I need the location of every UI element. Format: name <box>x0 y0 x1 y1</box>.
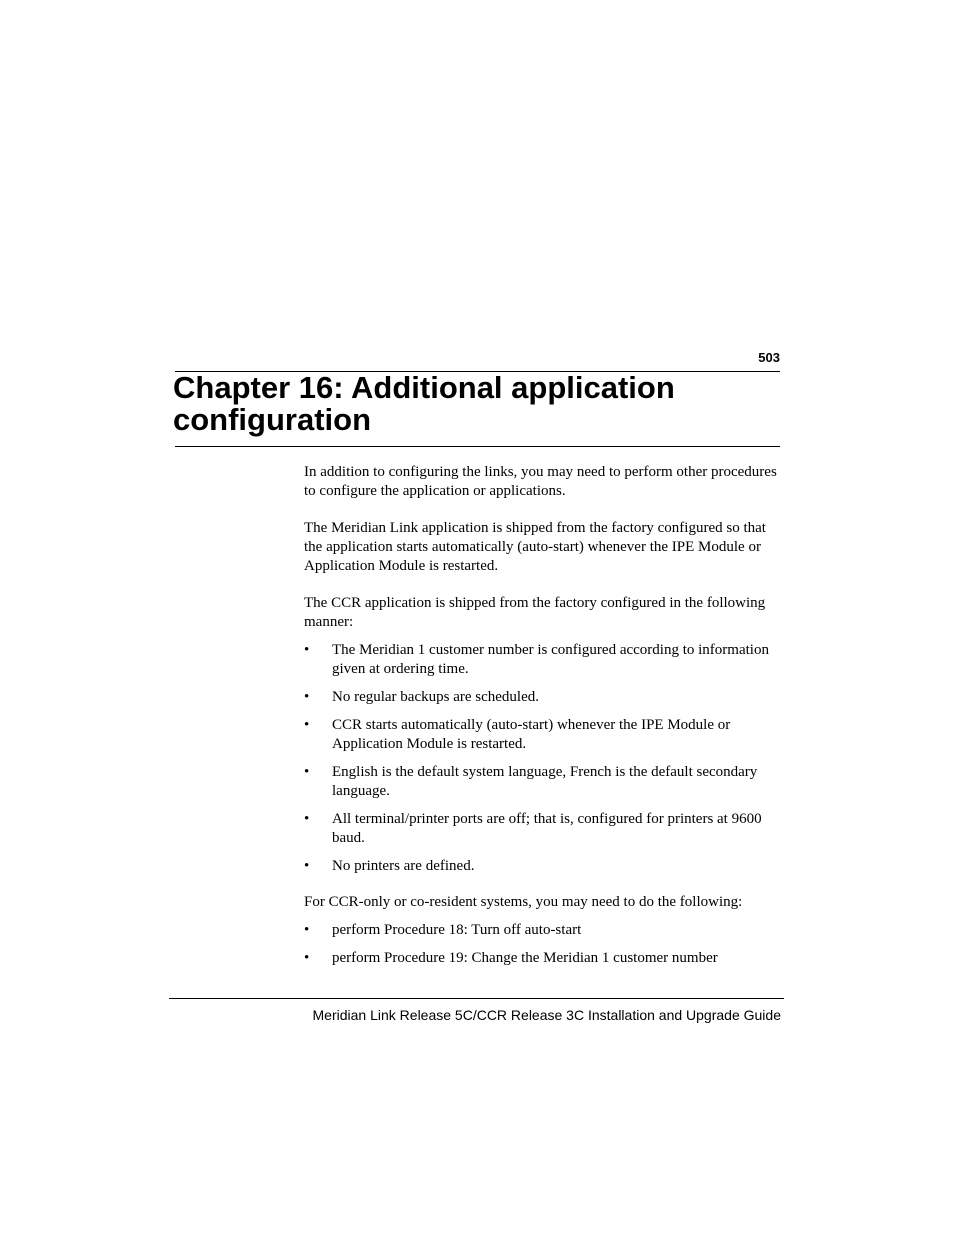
footer-rule <box>169 998 784 999</box>
list-item <box>304 641 786 679</box>
bullet: • <box>304 858 310 874</box>
list-item <box>304 857 786 876</box>
list-item-text: perform Procedure 18: Turn off auto-start <box>332 922 582 938</box>
list-item <box>304 949 786 968</box>
list-item <box>304 688 786 707</box>
bullet: • <box>304 922 310 938</box>
list-item-text: All terminal/printer ports are off; that is, configured for printers at 9600 baud. <box>332 811 762 846</box>
page-number: 503 <box>758 350 780 365</box>
list-item <box>304 716 786 754</box>
list-item-text: The Meridian 1 customer number is configured according to information given at ordering time. <box>332 642 769 677</box>
intro-paragraph: In addition to configuring the links, you may need to perform other procedures to configure the application or applications. <box>304 464 777 499</box>
list-item <box>304 763 786 801</box>
list-item-text: No printers are defined. <box>332 858 475 874</box>
body-content <box>304 463 786 985</box>
bullet: • <box>304 642 310 658</box>
list-item-text: English is the default system language, French is the default secondary language. <box>332 764 758 799</box>
list-item <box>304 921 786 940</box>
co-resident-paragraph: For CCR-only or co-resident systems, you may need to do the following: <box>304 894 743 910</box>
bullet: • <box>304 950 310 966</box>
title-rule <box>175 446 780 447</box>
list-item <box>304 810 786 848</box>
procedure-list <box>304 921 786 968</box>
ccr-defaults-list <box>304 641 786 876</box>
list-item-text: No regular backups are scheduled. <box>332 689 539 705</box>
list-item-text: perform Procedure 19: Change the Meridian 1 customer number <box>332 950 718 966</box>
meridian-link-paragraph: The Meridian Link application is shipped from the factory configured so that the application starts automatically (auto-start) whenever the IPE Module or Application Module is restarted. <box>304 520 766 574</box>
ccr-paragraph: The CCR application is shipped from the factory configured in the following manner: <box>304 595 766 630</box>
bullet: • <box>304 764 310 780</box>
bullet: • <box>304 811 310 827</box>
bullet: • <box>304 717 310 733</box>
footer-text: Meridian Link Release 5C/CCR Release 3C Installation and Upgrade Guide <box>312 1007 781 1023</box>
chapter-title: Chapter 16: Additional application configuration <box>173 370 675 437</box>
list-item-text: CCR starts automatically (auto-start) whenever the IPE Module or Application Module is restarted. <box>332 717 731 752</box>
bullet: • <box>304 689 310 705</box>
